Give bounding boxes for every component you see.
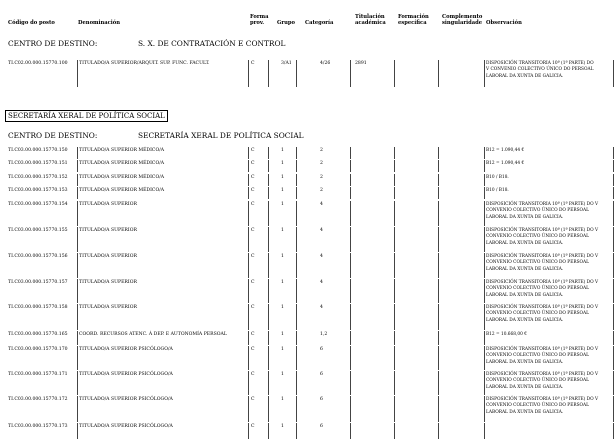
cell-observacion: B12 = 1.090,44 € [486, 161, 525, 166]
column-divider [350, 160, 351, 172]
cell-observacion: DISPOSICIÓN TRANSITORIA 10ª (1ª PARTE) DO V CONVENIO COLECTIVO ÚNICO DO PERSOAL LABORAL DA XUNTA DE GALICIA. [486, 61, 594, 79]
column-divider [613, 147, 614, 159]
cell-categoria: 2 [320, 175, 323, 180]
cell-code: TI.C03.00.000.15770.170 [8, 347, 68, 352]
header-denominacion: Denominación [78, 20, 120, 26]
table-row [0, 346, 615, 370]
column-divider [438, 304, 439, 330]
column-divider [438, 60, 439, 87]
cell-denominacion: COORD. RECURSOS ATENC. Á DEP. E AUTONOMÍA PERSOAL [79, 332, 227, 337]
column-divider [484, 371, 485, 395]
column-divider [394, 279, 395, 303]
cell-grupo: 1 [281, 161, 284, 166]
cell-observacion: B12 = 1.090,44 € [486, 148, 525, 153]
column-divider [394, 304, 395, 330]
column-divider [394, 147, 395, 159]
cell-code: TI.C03.00.000.15770.154 [8, 202, 68, 207]
cell-forma: C [251, 397, 255, 402]
table-row [0, 371, 615, 395]
column-divider [77, 346, 78, 370]
section2-box-title: SECRETARÍA XERAL DE POLÍTICA SOCIAL [5, 110, 168, 122]
column-divider [350, 423, 351, 439]
cell-code: TI.C03.00.000.15770.151 [8, 161, 68, 166]
cell-categoria: 4 [320, 202, 323, 207]
cell-grupo: 1 [281, 372, 284, 377]
column-divider [438, 396, 439, 422]
cell-categoria: 4 [320, 305, 323, 310]
column-divider [350, 279, 351, 303]
cell-forma: C [251, 332, 255, 337]
table-row [0, 227, 615, 252]
column-divider [484, 174, 485, 186]
cell-observacion: DISPOSICIÓN TRANSITORIA 10ª (1ª PARTE) DO V CONVENIO COLECTIVO ÚNICO DO PERSOAL LABORAL DA XUNTA DE GALICIA. [486, 254, 599, 272]
column-divider [296, 174, 297, 186]
cell-grupo: 1 [281, 305, 284, 310]
cell-grupo: 3/A1 [281, 61, 292, 66]
cell-observacion: DISPOSICIÓN TRANSITORIA 10ª (1ª PARTE) DO V CONVENIO COLECTIVO ÚNICO DO PERSOAL LABORAL DA XUNTA DE GALICIA. [486, 372, 599, 390]
section2-label: CENTRO DE DESTINO: [8, 131, 98, 140]
header-complemento: Complemento singularidade [442, 14, 483, 26]
cell-code: TI.C03.00.000.15770.157 [8, 280, 68, 285]
header-observacion: Observación [486, 20, 522, 26]
cell-denominacion: TITULADO/A SUPERIOR [79, 280, 137, 285]
cell-forma: C [251, 175, 255, 180]
table-row [0, 304, 615, 330]
column-divider [248, 147, 249, 159]
column-divider [77, 396, 78, 422]
column-divider [77, 60, 78, 87]
cell-grupo: 1 [281, 254, 284, 259]
column-divider [394, 371, 395, 395]
cell-categoria: 6 [320, 372, 323, 377]
cell-categoria: 2 [320, 148, 323, 153]
cell-code: TI.C03.00.000.15770.171 [8, 372, 68, 377]
column-divider [394, 201, 395, 226]
header-codigo: Código do posto [8, 20, 55, 26]
cell-forma: C [251, 424, 255, 429]
cell-grupo: 1 [281, 228, 284, 233]
column-divider [394, 331, 395, 345]
column-divider [350, 147, 351, 159]
column-divider [248, 371, 249, 395]
column-divider [268, 304, 269, 330]
column-divider [613, 60, 614, 87]
column-divider [296, 253, 297, 278]
column-divider [350, 201, 351, 226]
column-divider [484, 60, 485, 87]
table-row [0, 331, 615, 345]
column-divider [613, 187, 614, 199]
column-divider [248, 187, 249, 199]
cell-code: TI.C03.00.000.15770.158 [8, 305, 68, 310]
column-divider [296, 160, 297, 172]
table-row [0, 201, 615, 226]
cell-forma: C [251, 305, 255, 310]
column-divider [613, 423, 614, 439]
column-divider [484, 253, 485, 278]
column-divider [296, 147, 297, 159]
column-divider [77, 253, 78, 278]
cell-observacion: B10 / B18. [486, 188, 509, 193]
cell-categoria: 6 [320, 347, 323, 352]
column-divider [268, 227, 269, 252]
cell-denominacion: TITULADO/A SUPERIOR [79, 228, 137, 233]
cell-titulacion: 2891 [355, 61, 367, 66]
column-divider [268, 60, 269, 87]
column-divider [394, 423, 395, 439]
column-divider [268, 147, 269, 159]
cell-grupo: 1 [281, 332, 284, 337]
cell-categoria: 4 [320, 280, 323, 285]
table-row [0, 396, 615, 422]
column-divider [438, 147, 439, 159]
column-divider [296, 227, 297, 252]
cell-forma: C [251, 254, 255, 259]
column-divider [77, 187, 78, 199]
cell-denominacion: TITULADO/A SUPERIOR [79, 305, 137, 310]
table-row [0, 279, 615, 303]
column-divider [77, 160, 78, 172]
table-row [0, 423, 615, 439]
column-divider [296, 187, 297, 199]
table-row [0, 187, 615, 199]
column-divider [350, 331, 351, 345]
column-divider [296, 304, 297, 330]
column-divider [350, 396, 351, 422]
cell-categoria: 6 [320, 397, 323, 402]
column-divider [268, 346, 269, 370]
column-divider [613, 174, 614, 186]
column-divider [77, 201, 78, 226]
column-divider [613, 346, 614, 370]
cell-observacion: DISPOSICIÓN TRANSITORIA 10ª (1ª PARTE) DO V CONVENIO COLECTIVO ÚNICO DO PERSOAL LABORAL DA XUNTA DE GALICIA. [486, 280, 599, 298]
table-row [0, 174, 615, 186]
column-divider [296, 60, 297, 87]
column-divider [438, 423, 439, 439]
column-divider [350, 346, 351, 370]
column-divider [248, 60, 249, 87]
column-divider [350, 174, 351, 186]
column-divider [296, 371, 297, 395]
cell-observacion: DISPOSICIÓN TRANSITORIA 10ª (1ª PARTE) DO V CONVENIO COLECTIVO ÚNICO DO PERSOAL LABORAL DA XUNTA DE GALICIA. [486, 347, 599, 365]
column-divider [248, 396, 249, 422]
column-divider [268, 187, 269, 199]
column-divider [484, 346, 485, 370]
column-divider [613, 331, 614, 345]
cell-forma: C [251, 228, 255, 233]
column-divider [613, 279, 614, 303]
cell-denominacion: TITULADO/A SUPERIOR/ARQUIT. SUP. FUNC. FACULT. [79, 61, 210, 66]
column-divider [438, 160, 439, 172]
cell-forma: C [251, 202, 255, 207]
cell-code: TI.C03.00.000.15770.155 [8, 228, 68, 233]
table-row [0, 147, 615, 159]
column-divider [268, 371, 269, 395]
cell-categoria: 4/26 [320, 61, 331, 66]
column-header [0, 10, 615, 30]
cell-categoria: 4 [320, 254, 323, 259]
cell-denominacion: TITULADO/A SUPERIOR PSICÓLOGO/A [79, 397, 173, 402]
column-divider [613, 371, 614, 395]
column-divider [438, 279, 439, 303]
column-divider [484, 396, 485, 422]
column-divider [484, 304, 485, 330]
column-divider [484, 160, 485, 172]
header-titulacion: Titulación académica [355, 14, 386, 26]
cell-denominacion: TITULADO/A SUPERIOR [79, 254, 137, 259]
cell-categoria: 6 [320, 424, 323, 429]
column-divider [484, 201, 485, 226]
column-divider [438, 174, 439, 186]
cell-categoria: 2 [320, 188, 323, 193]
column-divider [438, 253, 439, 278]
column-divider [296, 423, 297, 439]
column-divider [438, 371, 439, 395]
column-divider [484, 331, 485, 345]
column-divider [248, 346, 249, 370]
column-divider [296, 201, 297, 226]
cell-code: TI.C03.00.000.15770.165 [8, 332, 68, 337]
cell-categoria: 2 [320, 161, 323, 166]
section1-name: S. X. DE CONTRATACIÓN E CONTROL [138, 39, 286, 48]
column-divider [613, 304, 614, 330]
section1-label: CENTRO DE DESTINO: [8, 39, 98, 48]
section2-name: SECRETARÍA XERAL DE POLÍTICA SOCIAL [138, 131, 304, 140]
column-divider [394, 346, 395, 370]
column-divider [77, 279, 78, 303]
column-divider [394, 187, 395, 199]
column-divider [248, 304, 249, 330]
column-divider [248, 331, 249, 345]
cell-observacion: B10 / B18. [486, 175, 509, 180]
column-divider [350, 187, 351, 199]
cell-forma: C [251, 188, 255, 193]
cell-code: TI.C02.00.000.15770.100 [8, 61, 68, 66]
column-divider [268, 331, 269, 345]
column-divider [296, 346, 297, 370]
cell-observacion: DISPOSICIÓN TRANSITORIA 10ª (1ª PARTE) DO V CONVENIO COLECTIVO ÚNICO DO PERSOAL LABORAL DA XUNTA DE GALICIA. [486, 202, 599, 220]
column-divider [613, 227, 614, 252]
cell-code: TI.C03.00.000.15770.156 [8, 254, 68, 259]
column-divider [268, 279, 269, 303]
column-divider [296, 279, 297, 303]
cell-observacion: DISPOSICIÓN TRANSITORIA 10ª (1ª PARTE) DO V CONVENIO COLECTIVO ÚNICO DO PERSOAL LABORAL DA XUNTA DE GALICIA. [486, 305, 599, 323]
column-divider [350, 304, 351, 330]
cell-code: TI.C03.00.000.15770.150 [8, 148, 68, 153]
cell-grupo: 1 [281, 175, 284, 180]
column-divider [248, 279, 249, 303]
column-divider [350, 371, 351, 395]
column-divider [296, 331, 297, 345]
cell-code: TI.C03.00.000.15770.173 [8, 424, 68, 429]
column-divider [394, 160, 395, 172]
cell-denominacion: TITULADO/A SUPERIOR [79, 202, 137, 207]
header-grupo: Grupo [277, 20, 296, 26]
column-divider [484, 147, 485, 159]
column-divider [77, 423, 78, 439]
column-divider [438, 331, 439, 345]
column-divider [394, 174, 395, 186]
column-divider [268, 160, 269, 172]
cell-grupo: 1 [281, 280, 284, 285]
cell-denominacion: TITULADO/A SUPERIOR PSICÓLOGO/A [79, 372, 173, 377]
cell-grupo: 1 [281, 202, 284, 207]
table-row [0, 160, 615, 172]
column-divider [248, 423, 249, 439]
cell-grupo: 1 [281, 188, 284, 193]
column-divider [484, 227, 485, 252]
cell-denominacion: TITULADO/A SUPERIOR PSICÓLOGO/A [79, 347, 173, 352]
column-divider [438, 346, 439, 370]
cell-categoria: 4 [320, 228, 323, 233]
column-divider [77, 371, 78, 395]
column-divider [484, 279, 485, 303]
cell-code: TI.C03.00.000.15770.172 [8, 397, 68, 402]
header-formacion: Formación específica [398, 14, 429, 26]
column-divider [268, 253, 269, 278]
column-divider [77, 304, 78, 330]
cell-denominacion: TITULADO/A SUPERIOR MÉDICO/A [79, 148, 165, 153]
cell-denominacion: TITULADO/A SUPERIOR MÉDICO/A [79, 188, 165, 193]
cell-denominacion: TITULADO/A SUPERIOR PSICÓLOGO/A [79, 424, 173, 429]
table-row [0, 60, 615, 87]
column-divider [296, 396, 297, 422]
column-divider [248, 253, 249, 278]
column-divider [268, 201, 269, 226]
column-divider [438, 187, 439, 199]
column-divider [248, 201, 249, 226]
column-divider [394, 227, 395, 252]
header-categoria: Categoría [305, 20, 334, 26]
cell-forma: C [251, 280, 255, 285]
cell-forma: C [251, 372, 255, 377]
cell-grupo: 1 [281, 148, 284, 153]
column-divider [613, 201, 614, 226]
column-divider [77, 227, 78, 252]
column-divider [350, 253, 351, 278]
column-divider [77, 331, 78, 345]
column-divider [438, 227, 439, 252]
cell-forma: C [251, 347, 255, 352]
cell-observacion: DISPOSICIÓN TRANSITORIA 10ª (1ª PARTE) DO V CONVENIO COLECTIVO ÚNICO DO PERSOAL LABORAL DA XUNTA DE GALICIA. [486, 397, 599, 415]
column-divider [350, 60, 351, 87]
column-divider [438, 201, 439, 226]
column-divider [613, 160, 614, 172]
cell-forma: C [251, 61, 255, 66]
column-divider [77, 174, 78, 186]
cell-observacion: DISPOSICIÓN TRANSITORIA 10ª (1ª PARTE) DO V CONVENIO COLECTIVO ÚNICO DO PERSOAL LABORAL DA XUNTA DE GALICIA. [486, 228, 599, 246]
cell-denominacion: TITULADO/A SUPERIOR MÉDICO/A [79, 175, 165, 180]
cell-code: TI.C03.00.000.15770.152 [8, 175, 68, 180]
column-divider [268, 423, 269, 439]
cell-forma: C [251, 161, 255, 166]
column-divider [248, 160, 249, 172]
cell-code: TI.C03.00.000.15770.153 [8, 188, 68, 193]
column-divider [394, 396, 395, 422]
table-row [0, 253, 615, 278]
cell-grupo: 1 [281, 347, 284, 352]
column-divider [248, 174, 249, 186]
cell-observacion: B12 = 10.668,00 € [486, 332, 527, 337]
cell-forma: C [251, 148, 255, 153]
cell-denominacion: TITULADO/A SUPERIOR MÉDICO/A [79, 161, 165, 166]
column-divider [394, 60, 395, 87]
column-divider [268, 396, 269, 422]
column-divider [268, 174, 269, 186]
column-divider [613, 253, 614, 278]
column-divider [394, 253, 395, 278]
column-divider [484, 423, 485, 439]
column-divider [613, 396, 614, 422]
cell-categoria: 1,2 [320, 332, 328, 337]
column-divider [350, 227, 351, 252]
cell-grupo: 1 [281, 397, 284, 402]
column-divider [484, 187, 485, 199]
column-divider [248, 227, 249, 252]
column-divider [77, 147, 78, 159]
cell-grupo: 1 [281, 424, 284, 429]
header-forma: Forma prov. [250, 14, 269, 26]
